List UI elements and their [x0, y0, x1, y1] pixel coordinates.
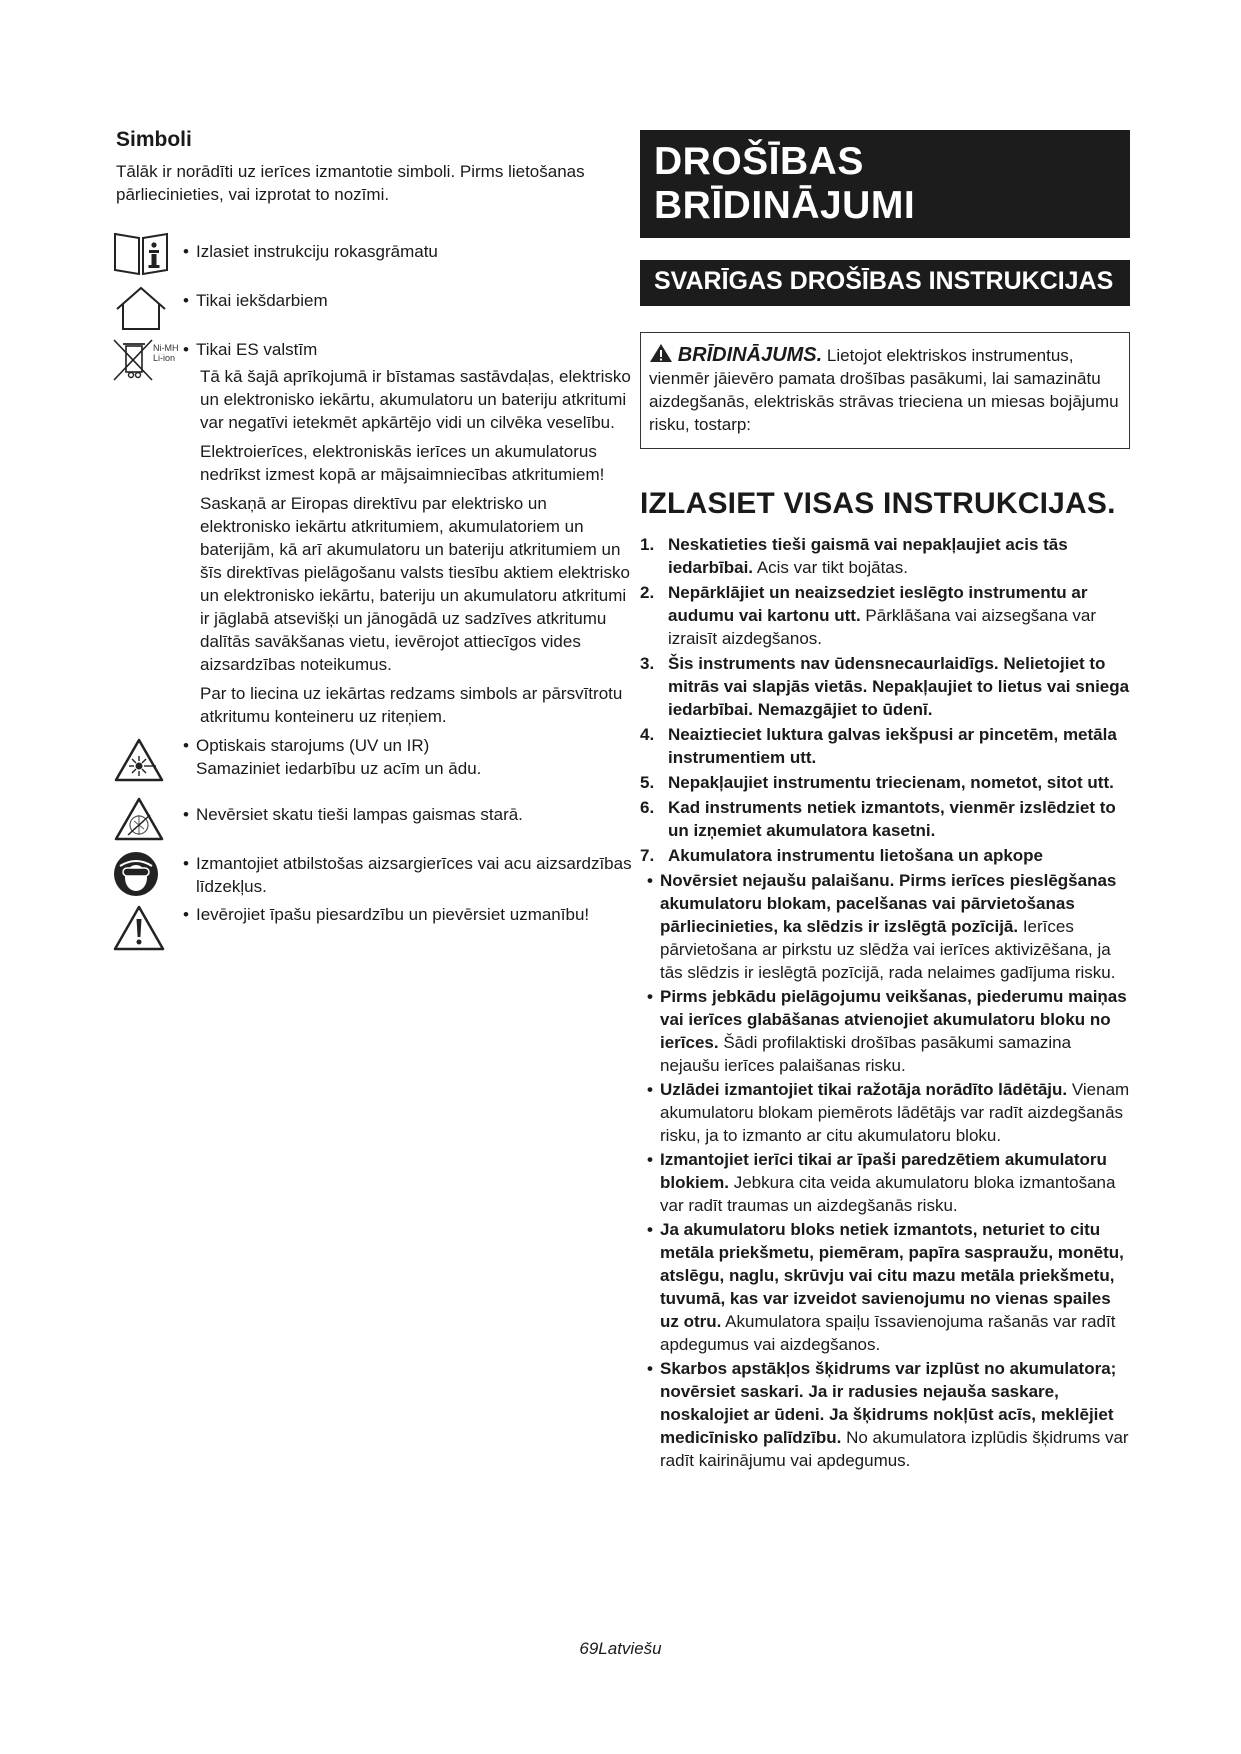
eu-paragraph: Par to liecina uz iekārtas redzams simbols ar pārsvītrotu atkritumu konteineru uz riteņiem. [200, 684, 623, 726]
warning-text: Lietojot elektriskos instrumentus, vienmēr jāievēro pamata drošības pasākumi, lai samazinātu aizdegšanās, elektriskās strāvas trieciena un miesas bojājumu risku, tostarp: [649, 346, 1119, 434]
list-item: 2. Nepārklājiet un neaizsedziet ieslēgto instrumentu ar audumu vai kartonu utt. Pārklāšana vai aizsegšana var izraisīt aizdegšanos. [640, 583, 1096, 648]
list-item: • Pirms jebkādu pielāgojumu veikšanas, piederumu maiņas vai ierīces glabāšanas atvienojiet akumulatoru bloku no ierīces. Šādi profilaktiski drošības pasākumi samazina nejaušu ierīces palaišanas risku. [647, 987, 1127, 1075]
bullet-list [640, 869, 1130, 1472]
list-item: • Ja akumulatoru bloks netiek izmantots, neturiet to citu metāla priekšmetu, piemēram, papīra saspraužu, monētu, atslēgu, naglu, skrūvju vai citu mazu metāla priekšmetu, tuvumā, kas var izveidot savienojumu no vienas spailes uz otru. Akumulatora spaiļu īssavienojuma rašanās var radīt apdegumus vai aizdegšanos. [647, 1220, 1124, 1354]
battery-type-li-ion: Li-ion [153, 353, 176, 363]
symbol-row-protective: • Izmantojiet atbilstošas aizsargierīces vai acu aizsardzības līdzekļus. [116, 850, 636, 903]
eu-paragraph: Saskaņā ar Eiropas direktīvu par elektrisko un elektronisko iekārtu atkritumiem, akumulatoriem un baterijām, kā arī akumulatoru un bateriju atkritumiem un šīs direktīvas pielāgošanu valsts tiesību aktiem elektrisko un elektronisko iekārtu, bateriju un akumulatoru atkritumi ir jāglabā atsevišķi un jānogādā uz sadzīves atkritumu dalītās savākšanas vietu, ievērojot attiecīgos vides aizsardzības noteikumus. [200, 494, 630, 674]
symbol-text: Izmantojiet atbilstošas aizsargierīces vai acu aizsardzības līdzekļus. [196, 854, 632, 896]
symbol-text: Nevērsiet skatu tieši lampas gaismas starā. [196, 805, 523, 824]
symbol-row-caution: • Ievērojiet īpašu piesardzību un pievērsiet uzmanību! [116, 903, 636, 958]
main-banner: DROŠĪBAS BRĪDINĀJUMI [640, 130, 1130, 238]
list-item: • Novērsiet nejaušu palaišanu. Pirms ierīces pieslēgšanas akumulatoru blokam, pacelšanas vai pārvietošanas pārliecinieties, ka slēdzis ir izslēgtā pozīcijā. Ierīces pārvietošana ar pirkstu uz slēdža vai ierīces aktivizēšana, ja tās slēdzis ir ieslēgtā pozīcijā, rada nelaimes gadījuma risku. [647, 871, 1117, 982]
battery-type-ni-mh: Ni-MH [153, 343, 179, 353]
warning-triangle-icon [649, 346, 678, 365]
list-item: 7. Akumulatora instrumentu lietošana un apkope [640, 846, 1044, 865]
list-item: 3. Šis instruments nav ūdensnecaurlaidīgs. Nelietojiet to mitrās vai slapjās vietās. Nepakļaujiet to lietus vai sniega iedarbībai. Nemazgājiet to ūdenī. [640, 654, 1130, 719]
crossed-bin-icon [112, 338, 179, 387]
list-item: 5. Nepakļaujiet instrumentu triecienam, nometot, sitot utt. [640, 773, 1114, 792]
caution-icon [112, 903, 176, 958]
page-footer: 69Latviešu [579, 1639, 662, 1658]
symbol-text: Izlasiet instrukciju rokasgrāmatu [196, 242, 438, 261]
symbol-row-manual: • Izlasiet instrukciju rokasgrāmatu [116, 230, 636, 281]
list-item: 1. Neskatieties tieši gaismā vai nepakļaujiet acis tās iedarbībai. Acis var tikt bojātas. [640, 535, 1068, 577]
symbol-text: Ievērojiet īpašu piesardzību un pievērsiet uzmanību! [196, 905, 590, 924]
symbol-text: Optiskais starojums (UV un IR) [196, 736, 430, 755]
symbol-row-house: • Tikai iekšdarbiem [116, 285, 636, 336]
list-item: • Skarbos apstākļos šķidrums var izplūst no akumulatora; novērsiet saskari. Ja ir radusies nejauša saskare, noskalojiet ar ūdeni. Ja šķidrums nokļūst acīs, meklējiet medicīnisko palīdzību. No akumulatora izplūdis šķidrums var radīt kairinājumu vai apdegumus. [647, 1359, 1129, 1470]
protective-gear-icon [112, 850, 176, 903]
laser-warning-icon [112, 734, 176, 789]
eu-paragraph: Elektroierīces, elektroniskās ierīces un akumulatorus nedrīkst izmest kopā ar mājsaimniecības atkritumiem! [200, 442, 605, 484]
symbol-subtext: Samaziniet iedarbību uz acīm un ādu. [196, 759, 482, 778]
intro-text: Tālāk ir norādīti uz ierīces izmantotie simboli. Pirms lietošanas pārliecinieties, vai izprotat to nozīmi. [116, 162, 585, 204]
list-item: 6. Kad instruments netiek izmantots, vienmēr izslēdziet to un izņemiet akumulatora kasetni. [640, 798, 1116, 840]
numbered-list [640, 533, 1130, 867]
house-icon [112, 285, 176, 336]
symbol-row-weee: Ni-MH Li-ion • Tikai ES valstīm Tā kā šajā aprīkojumā ir bīstamas sastāvdaļas, elektrisko un elektronisko iekārtu, akumulatoru un bateriju atkritumi var negatīvi ietekmēt apkārtējo vidi un cilvēka veselību. Elektroierīces, elektroniskās ierīces un akumulatorus nedrīkst izmest kopā ar mājsaimniecības atkritumiem! Saskaņā ar Eiropas direktīvu par elektrisko un elektronisko iekārtu atkritumiem, akumulatoriem un baterijām, kā arī akumulatoru un bateriju atkritumiem un šīs direktīvas pielāgošanu valsts tiesību aktiem elektrisko un elektronisko iekārtu, bateriju un akumulatoru atkritumi ir jāglabā atsevišķi un jānogādā uz sadzīves atkritumu dalītās savākšanas vietu, ievērojot attiecīgos vides aizsardzības noteikumus. Par to liecina uz iekārtas redzams simbols ar pārsvītrotu atkritumu konteineru uz riteņiem. [116, 338, 636, 734]
no-stare-icon [112, 795, 176, 848]
list-item: • Uzlādei izmantojiet tikai ražotāja norādīto lādētāju. Vienam akumulatoru blokam piemērots lādētājs var radīt aizdegšanās risku, ja to izmanto ar citu akumulatoru bloku. [647, 1080, 1130, 1145]
sub-banner: SVARĪGAS DROŠĪBAS INSTRUKCIJAS [640, 260, 1130, 306]
symbol-text: Tikai ES valstīm [196, 340, 318, 359]
list-item: 4. Neaiztieciet luktura galvas iekšpusi ar pincetēm, metāla instrumentiem utt. [640, 725, 1117, 767]
warning-title: BRĪDINĀJUMS. [677, 344, 823, 366]
symbol-row-optical: • Optiskais starojums (UV un IR) Samaziniet iedarbību uz acīm un ādu. [116, 734, 636, 789]
safety-section [640, 130, 1130, 1473]
section-title: Simboli [116, 128, 192, 151]
manual-icon [112, 230, 176, 281]
eu-paragraph: Tā kā šajā aprīkojumā ir bīstamas sastāvdaļas, elektrisko un elektronisko iekārtu, akumulatoru un bateriju atkritumi var negatīvi ietekmēt apkārtējo vidi un cilvēka veselību. [200, 367, 631, 432]
list-item: • Izmantojiet ierīci tikai ar īpaši paredzētiem akumulatoru blokiem. Jebkura cita veida akumulatoru bloka izmantošana var radīt traumas un aizdegšanās risku. [647, 1150, 1116, 1215]
read-all-heading: IZLASIET VISAS INSTRUKCIJAS. [640, 487, 1116, 520]
symbol-text: Tikai iekšdarbiem [196, 291, 328, 310]
symbol-row-no-stare: • Nevērsiet skatu tieši lampas gaismas starā. [116, 795, 636, 848]
warning-box [640, 332, 1130, 449]
symbols-section [116, 128, 636, 958]
